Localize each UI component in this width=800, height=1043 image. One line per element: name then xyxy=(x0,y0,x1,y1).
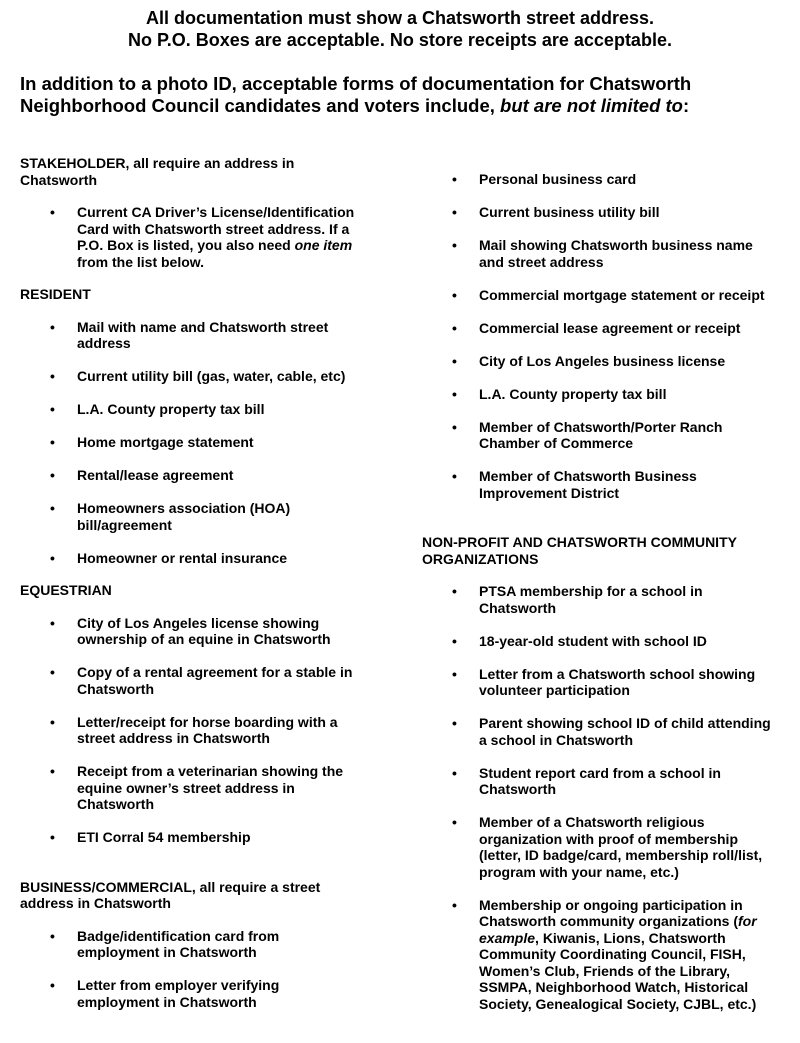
item-text: Home mortgage statement xyxy=(77,434,254,450)
bullet-glyph: • xyxy=(452,418,457,435)
list-item xyxy=(20,550,365,567)
list-item xyxy=(20,467,365,484)
intro-paragraph xyxy=(20,73,790,117)
notice-line-2: No P.O. Boxes are acceptable. No store receipts are acceptable. xyxy=(128,30,672,50)
item-text: Parent showing school ID of child attending a school in Chatsworth xyxy=(479,715,771,748)
equestrian-heading: EQUESTRIAN xyxy=(20,582,112,598)
list-item xyxy=(422,814,777,880)
item-text: Mail showing Chatsworth business name and street address xyxy=(479,237,753,270)
list-item xyxy=(20,204,365,270)
item-text-part: Membership or ongoing participation in Chatsworth community organizations ( xyxy=(479,896,743,929)
bullet-glyph: • xyxy=(50,763,55,779)
item-text: Commercial lease agreement or receipt xyxy=(479,319,741,336)
list-item xyxy=(20,829,365,846)
bullet-glyph: • xyxy=(452,665,457,682)
item-text: Receipt from a veterinarian showing the equine owner’s street address in Chatsworth xyxy=(77,763,344,812)
list-item xyxy=(422,204,777,221)
bullet-glyph: • xyxy=(452,204,457,220)
bullet-glyph: • xyxy=(452,764,457,781)
business-heading: BUSINESS/COMMERCIAL, all require a street address in Chatsworth xyxy=(20,878,321,911)
bullet-glyph: • xyxy=(50,977,55,993)
list-item xyxy=(20,763,365,813)
intro-italic-text: but are not limited to xyxy=(500,95,683,116)
list-item xyxy=(20,664,365,697)
nonprofit-list xyxy=(422,583,777,1012)
bullet-glyph: • xyxy=(50,829,55,845)
bullet-glyph: • xyxy=(50,401,55,417)
item-text-part: Current CA Driver’s License/Identification Card with Chatsworth street address. If a P.O. Box is listed, you also need xyxy=(77,204,355,253)
bullet-glyph: • xyxy=(50,614,55,631)
bullet-glyph: • xyxy=(452,171,457,187)
list-item xyxy=(422,715,777,748)
item-text: Letter/receipt for horse boarding with a street address in Chatsworth xyxy=(77,713,338,746)
right-column xyxy=(422,171,777,1012)
item-text: Badge/identification card from employment in Chatsworth xyxy=(77,927,280,960)
stakeholder-item xyxy=(77,204,354,270)
stakeholder-heading: STAKEHOLDER, all require an address in Chatsworth xyxy=(20,155,295,188)
item-text: Rental/lease agreement xyxy=(77,467,234,483)
item-italic-part: one item xyxy=(294,237,353,253)
item-text: Letter from employer verifying employment in Chatsworth xyxy=(77,977,280,1010)
list-item xyxy=(422,237,777,270)
list-item xyxy=(422,666,777,699)
business-continued-list xyxy=(422,171,777,501)
list-item xyxy=(20,401,365,418)
bullet-glyph: • xyxy=(50,927,55,944)
item-text: Current utility bill (gas, water, cable, etc) xyxy=(77,368,346,384)
list-item xyxy=(422,633,777,650)
item-text: Homeowners association (HOA) bill/agreement xyxy=(77,500,291,533)
bullet-glyph: • xyxy=(452,715,457,731)
bullet-glyph: • xyxy=(452,468,457,484)
equestrian-list xyxy=(20,615,365,846)
item-italic-part: for example xyxy=(479,913,757,946)
list-item xyxy=(20,368,365,385)
list-item xyxy=(20,977,365,1010)
item-text: Copy of a rental agreement for a stable in Chatsworth xyxy=(77,664,353,697)
bullet-glyph: • xyxy=(452,286,457,303)
bullet-glyph: • xyxy=(50,713,55,730)
list-item xyxy=(422,419,777,452)
stakeholder-list xyxy=(20,204,365,270)
item-text-part: from the list below. xyxy=(77,253,205,270)
intro-text: In addition to a photo ID, acceptable forms of documentation for Chatsworth Neighborhood Council candidates and voters include, xyxy=(20,73,692,116)
list-item xyxy=(422,897,777,1013)
item-text: Member of a Chatsworth religious organization with proof of membership (letter, ID badge/card, membership roll/list, program with your name, etc.) xyxy=(479,814,763,880)
list-item xyxy=(422,468,777,501)
bullet-glyph: • xyxy=(50,549,55,566)
bullet-glyph: • xyxy=(452,319,457,336)
bullet-glyph: • xyxy=(50,204,55,220)
item-text: ETI Corral 54 membership xyxy=(77,829,251,845)
bullet-glyph: • xyxy=(452,352,457,369)
resident-list xyxy=(20,319,365,567)
bullet-glyph: • xyxy=(452,583,457,599)
item-text: Commercial mortgage statement or receipt xyxy=(479,286,765,303)
address-notice xyxy=(0,7,800,51)
list-item xyxy=(422,765,777,798)
bullet-glyph: • xyxy=(452,385,457,402)
list-item xyxy=(20,714,365,747)
item-text: Personal business card xyxy=(479,171,637,187)
notice-line-1: All documentation must show a Chatsworth street address. xyxy=(145,8,655,28)
item-text: 18-year-old student with school ID xyxy=(479,632,707,649)
bullet-glyph: • xyxy=(50,500,55,516)
intro-colon: : xyxy=(682,95,690,116)
left-column xyxy=(20,155,365,1027)
list-item xyxy=(20,500,365,533)
item-text: Student report card from a school in Chatsworth xyxy=(479,764,721,797)
item-text: City of Los Angeles license showing ownership of an equine in Chatsworth xyxy=(77,614,331,647)
item-text: Letter from a Chatsworth school showing volunteer participation xyxy=(479,665,756,698)
bullet-glyph: • xyxy=(50,664,55,680)
community-organizations-item xyxy=(479,897,757,1012)
item-text-part: , Kiwanis, Lions, Chatsworth Community Coordinating Council, FISH, Women’s Club, Friends of the Library, SSMPA, Neighborhood Watch, Historical Society, Genealogical Society, CJBL, etc.) xyxy=(479,929,757,1012)
business-list xyxy=(20,928,365,1011)
nonprofit-heading: NON-PROFIT AND CHATSWORTH COMMUNITY ORGANIZATIONS xyxy=(422,534,737,567)
item-text: Member of Chatsworth/Porter Ranch Chamber of Commerce xyxy=(479,418,723,451)
resident-heading: RESIDENT xyxy=(20,286,91,302)
bullet-glyph: • xyxy=(452,814,457,830)
list-item xyxy=(422,320,777,337)
item-text: L.A. County property tax bill xyxy=(77,401,265,417)
bullet-glyph: • xyxy=(50,368,55,384)
item-text: Homeowner or rental insurance xyxy=(77,549,288,566)
item-text: PTSA membership for a school in Chatsworth xyxy=(479,583,703,616)
list-item xyxy=(20,319,365,352)
item-text: Member of Chatsworth Business Improvement District xyxy=(479,468,697,501)
item-text: Mail with name and Chatsworth street address xyxy=(77,318,329,351)
list-item xyxy=(422,287,777,304)
item-text: City of Los Angeles business license xyxy=(479,352,726,369)
list-item xyxy=(422,583,777,616)
bullet-glyph: • xyxy=(452,896,457,913)
list-item xyxy=(422,386,777,403)
bullet-glyph: • xyxy=(452,632,457,649)
list-item xyxy=(422,353,777,370)
item-text: L.A. County property tax bill xyxy=(479,385,667,402)
bullet-glyph: • xyxy=(50,318,55,335)
list-item xyxy=(20,928,365,961)
item-text: Current business utility bill xyxy=(479,204,660,220)
list-item xyxy=(20,615,365,648)
bullet-glyph: • xyxy=(452,237,457,253)
list-item xyxy=(20,434,365,451)
bullet-glyph: • xyxy=(50,434,55,450)
list-item xyxy=(422,171,777,188)
bullet-glyph: • xyxy=(50,467,55,483)
